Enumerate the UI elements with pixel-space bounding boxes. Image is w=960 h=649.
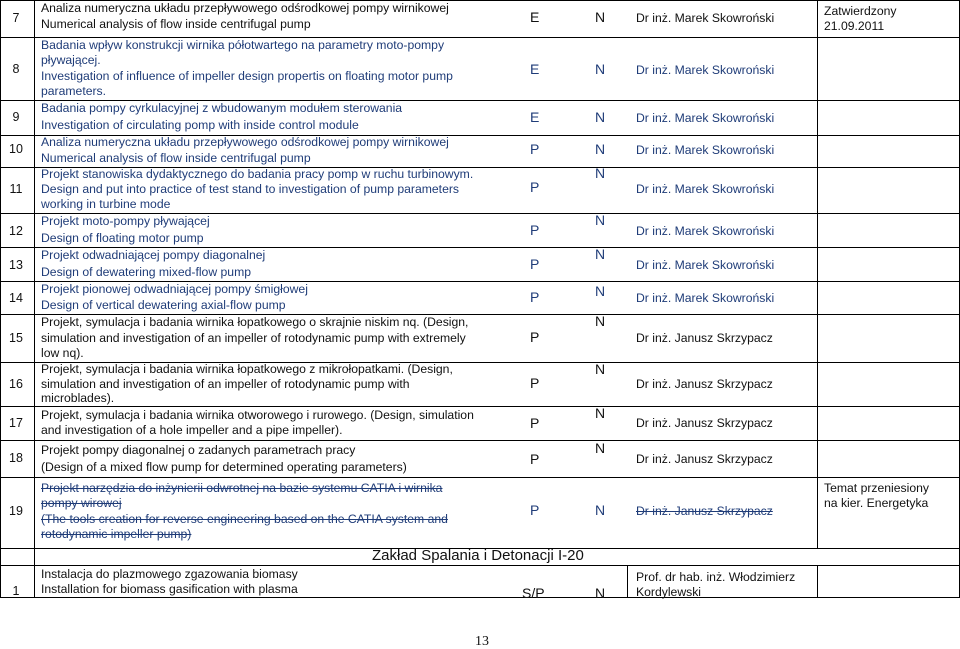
status-cell: N (595, 141, 606, 157)
type-cell: E (530, 61, 540, 77)
status-cell: N (595, 165, 606, 181)
topic-en: Design of floating motor pump (41, 231, 204, 245)
topic-text: and investigation of a hole impeller and a pipe impeller). (41, 423, 343, 437)
supervisor-cell: Prof. dr hab. inż. Włodzimierz (636, 570, 796, 584)
topic-pl: Projekt pionowej odwadniającej pompy śmigłowej (41, 282, 308, 296)
topic-en: Design and put into practice of test stand to investigation of pump parameters (41, 182, 459, 196)
type-cell: S/P (522, 585, 545, 601)
status-cell: N (595, 502, 606, 518)
topic-en: Numerical analysis of flow inside centrifugal pump (41, 151, 311, 165)
type-cell: P (530, 502, 540, 518)
topic-pl: Analiza numeryczna układu przepływowego odśrodkowej pompy wirnikowej (41, 1, 449, 15)
status-cell: N (595, 9, 606, 25)
supervisor-cell: Dr inż. Janusz Skrzypacz (636, 504, 773, 518)
topic-pl: pompy wirowej (41, 496, 122, 510)
status-cell: N (595, 313, 606, 329)
topic-pl: Badania wpływ konstrukcji wirnika półotwartego na parametry moto-pompy (41, 38, 445, 52)
topic-en: Investigation of influence of impeller design propertis on floating motor pump (41, 69, 453, 83)
type-cell: P (530, 329, 540, 345)
row-number: 12 (9, 224, 23, 238)
row-number: 17 (9, 416, 23, 430)
type-cell: P (530, 415, 540, 431)
topic-en: Installation for biomass gasification with plasma (41, 582, 298, 596)
row-number: 13 (9, 258, 23, 272)
column-divider (817, 0, 818, 548)
status-cell: N (595, 212, 606, 228)
status-cell: N (595, 283, 606, 299)
status-cell: N (595, 246, 606, 262)
supervisor-cell: Dr inż. Marek Skowroński (636, 258, 775, 272)
supervisor-cell: Dr inż. Janusz Skrzypacz (636, 331, 773, 345)
supervisor-cell: Dr inż. Marek Skowroński (636, 182, 775, 196)
topic-text: (Design of a mixed flow pump for determined operating parameters) (41, 460, 407, 474)
topic-pl: Projekt stanowiska dydaktycznego do badania pracy pomp w ruchu turbinowym. (41, 167, 474, 181)
type-cell: P (530, 179, 540, 195)
note-cell: na kier. Energetyka (824, 496, 929, 510)
type-cell: P (530, 375, 540, 391)
topic-text: Projekt, symulacja i badania wirnika otworowego i rurowego. (Design, simulation (41, 408, 474, 422)
topic-text: Projekt pompy diagonalnej o zadanych parametrach pracy (41, 443, 356, 457)
status-cell: N (595, 405, 606, 421)
supervisor-cell: Dr inż. Marek Skowroński (636, 224, 775, 238)
status-cell: N (595, 109, 606, 125)
note-cell: Zatwierdzony (824, 4, 897, 18)
supervisor-cell: Dr inż. Marek Skowroński (636, 111, 775, 125)
topic-text: Projekt, symulacja i badania wirnika łopatkowego z mikrołopatkami. (Design, (41, 362, 453, 376)
status-cell: N (595, 440, 606, 456)
row-number: 10 (9, 142, 23, 156)
supervisor-cell: Kordylewski (636, 585, 702, 599)
topic-pl: Instalacja do plazmowego zgazowania biomasy (41, 567, 298, 581)
page-number: 13 (475, 634, 489, 649)
topic-text: microblades). (41, 391, 115, 405)
topic-pl: Projekt moto-pompy pływającej (41, 214, 210, 228)
row-number: 15 (9, 331, 23, 345)
row-number: 8 (12, 62, 20, 76)
topic-text: simulation and investigation of an impeller of rotodynamic pump with extremely (41, 331, 466, 345)
topic-en: rotodynamic impeller pump) (41, 527, 192, 541)
note-cell: Temat przeniesiony (824, 481, 929, 495)
topic-text: Projekt, symulacja i badania wirnika łopatkowego o skrajnie niskim nq. (Design, (41, 315, 469, 329)
type-cell: E (530, 109, 540, 125)
type-cell: P (530, 451, 540, 467)
topic-en: (The tools creation for reverse engineering based on the CATIA system and (41, 512, 448, 526)
type-cell: P (530, 141, 540, 157)
column-divider (34, 0, 35, 597)
topic-pl: Badania pompy cyrkulacyjnej z wbudowanym modułem sterowania (41, 101, 403, 115)
row-number: 14 (9, 291, 23, 305)
row-number: 1 (12, 584, 20, 598)
topic-text: simulation and investigation of an impeller of rotodynamic pump with (41, 377, 410, 391)
topic-pl: pływającej. (41, 53, 101, 67)
topic-en: Investigation of circulating pomp with inside control module (41, 118, 359, 132)
supervisor-cell: Dr inż. Marek Skowroński (636, 143, 775, 157)
supervisor-cell: Dr inż. Janusz Skrzypacz (636, 452, 773, 466)
section-title: Zakład Spalania i Detonacji I-20 (372, 547, 584, 564)
supervisor-cell: Dr inż. Marek Skowroński (636, 11, 775, 25)
supervisor-cell: Dr inż. Janusz Skrzypacz (636, 416, 773, 430)
row-number: 18 (9, 451, 23, 465)
supervisor-cell: Dr inż. Janusz Skrzypacz (636, 377, 773, 391)
status-cell: N (595, 361, 606, 377)
topic-en: Design of vertical dewatering axial-flow pump (41, 298, 286, 312)
topic-pl: Analiza numeryczna układu przepływowego odśrodkowej pompy wirnikowej (41, 135, 449, 149)
topic-text: low nq). (41, 346, 84, 360)
row-number: 9 (12, 110, 20, 124)
supervisor-cell: Dr inż. Marek Skowroński (636, 63, 775, 77)
topic-pl: Projekt narzędzia do inżynierii odwrotnej na bazie systemu CATIA i wirnika (41, 481, 443, 495)
row-number: 7 (12, 11, 20, 25)
column-divider (627, 565, 628, 597)
type-cell: P (530, 222, 540, 238)
note-cell: 21.09.2011 (824, 19, 885, 33)
column-divider (817, 565, 818, 597)
status-cell: N (595, 585, 606, 601)
status-cell: N (595, 61, 606, 77)
row-number: 19 (9, 504, 23, 518)
topic-en: working in turbine mode (41, 197, 171, 211)
topic-en: parameters. (41, 84, 107, 98)
supervisor-cell: Dr inż. Marek Skowroński (636, 291, 775, 305)
row-number: 16 (9, 377, 23, 391)
type-cell: P (530, 289, 540, 305)
type-cell: E (530, 9, 540, 25)
topic-pl: Projekt odwadniającej pompy diagonalnej (41, 248, 266, 262)
topic-en: Numerical analysis of flow inside centrifugal pump (41, 17, 311, 31)
row-number: 11 (9, 182, 23, 196)
topic-en: Design of dewatering mixed-flow pump (41, 265, 251, 279)
type-cell: P (530, 256, 540, 272)
